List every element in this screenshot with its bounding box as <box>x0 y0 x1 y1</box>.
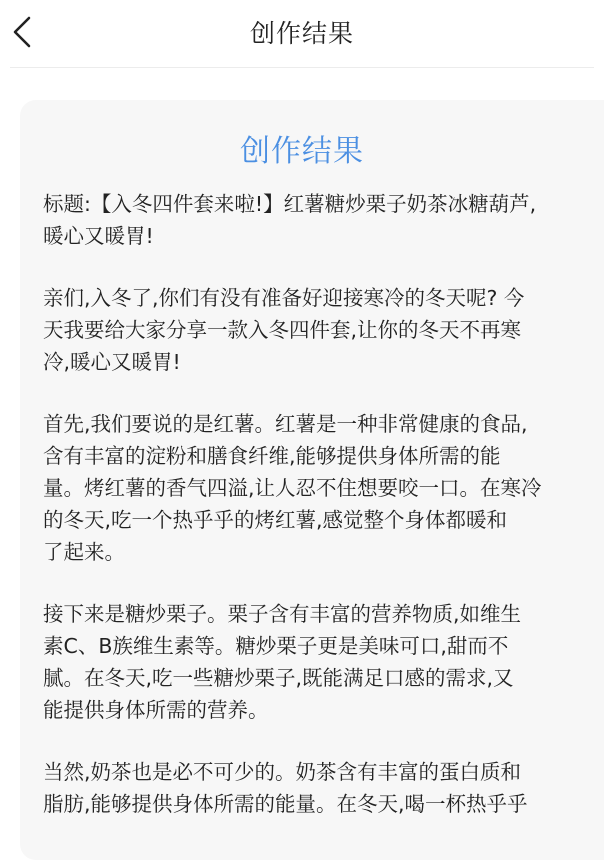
content-paragraph-intro: 亲们,入冬了,你们有没有准备好迎接寒冷的冬天呢? 今 天我要给大家分享一款入冬四件套,让你的冬天不再寒 冷,暖心又暖胃! <box>43 286 525 374</box>
card-title: 创作结果 <box>240 134 364 169</box>
navigation-bar <box>0 0 604 68</box>
result-content <box>43 188 603 850</box>
content-paragraph-milk-tea: 当然,奶茶也是必不可少的。奶茶含有丰富的蛋白质和 脂肪,能够提供身体所需的能量。在冬天,喝一杯热乎乎 <box>43 760 528 816</box>
content-paragraph-sweet-potato: 首先,我们要说的是红薯。红薯是一种非常健康的食品, 含有丰富的淀粉和膳食纤维,能够提供身体所需的能 量。烤红薯的香气四溢,让人忍不住想要咬一口。在寒冷 的冬天,吃一个热乎乎的烤红薯,感觉整个身体都暖和 了起来。 <box>43 412 542 564</box>
page-title: 创作结果 <box>249 19 354 48</box>
content-paragraph-title: 标题:【入冬四件套来啦!】红薯糖炒栗子奶茶冰糖葫芦, 暖心又暖胃! <box>43 192 537 248</box>
header-divider <box>10 67 594 68</box>
content-paragraph-chestnut: 接下来是糖炒栗子。栗子含有丰富的营养物质,如维生 素C、B族维生素等。糖炒栗子更是美味可口,甜而不 腻。在冬天,吃一些糖炒栗子,既能满足口感的需求,又 能提供身体所需的营养。 <box>43 602 522 722</box>
